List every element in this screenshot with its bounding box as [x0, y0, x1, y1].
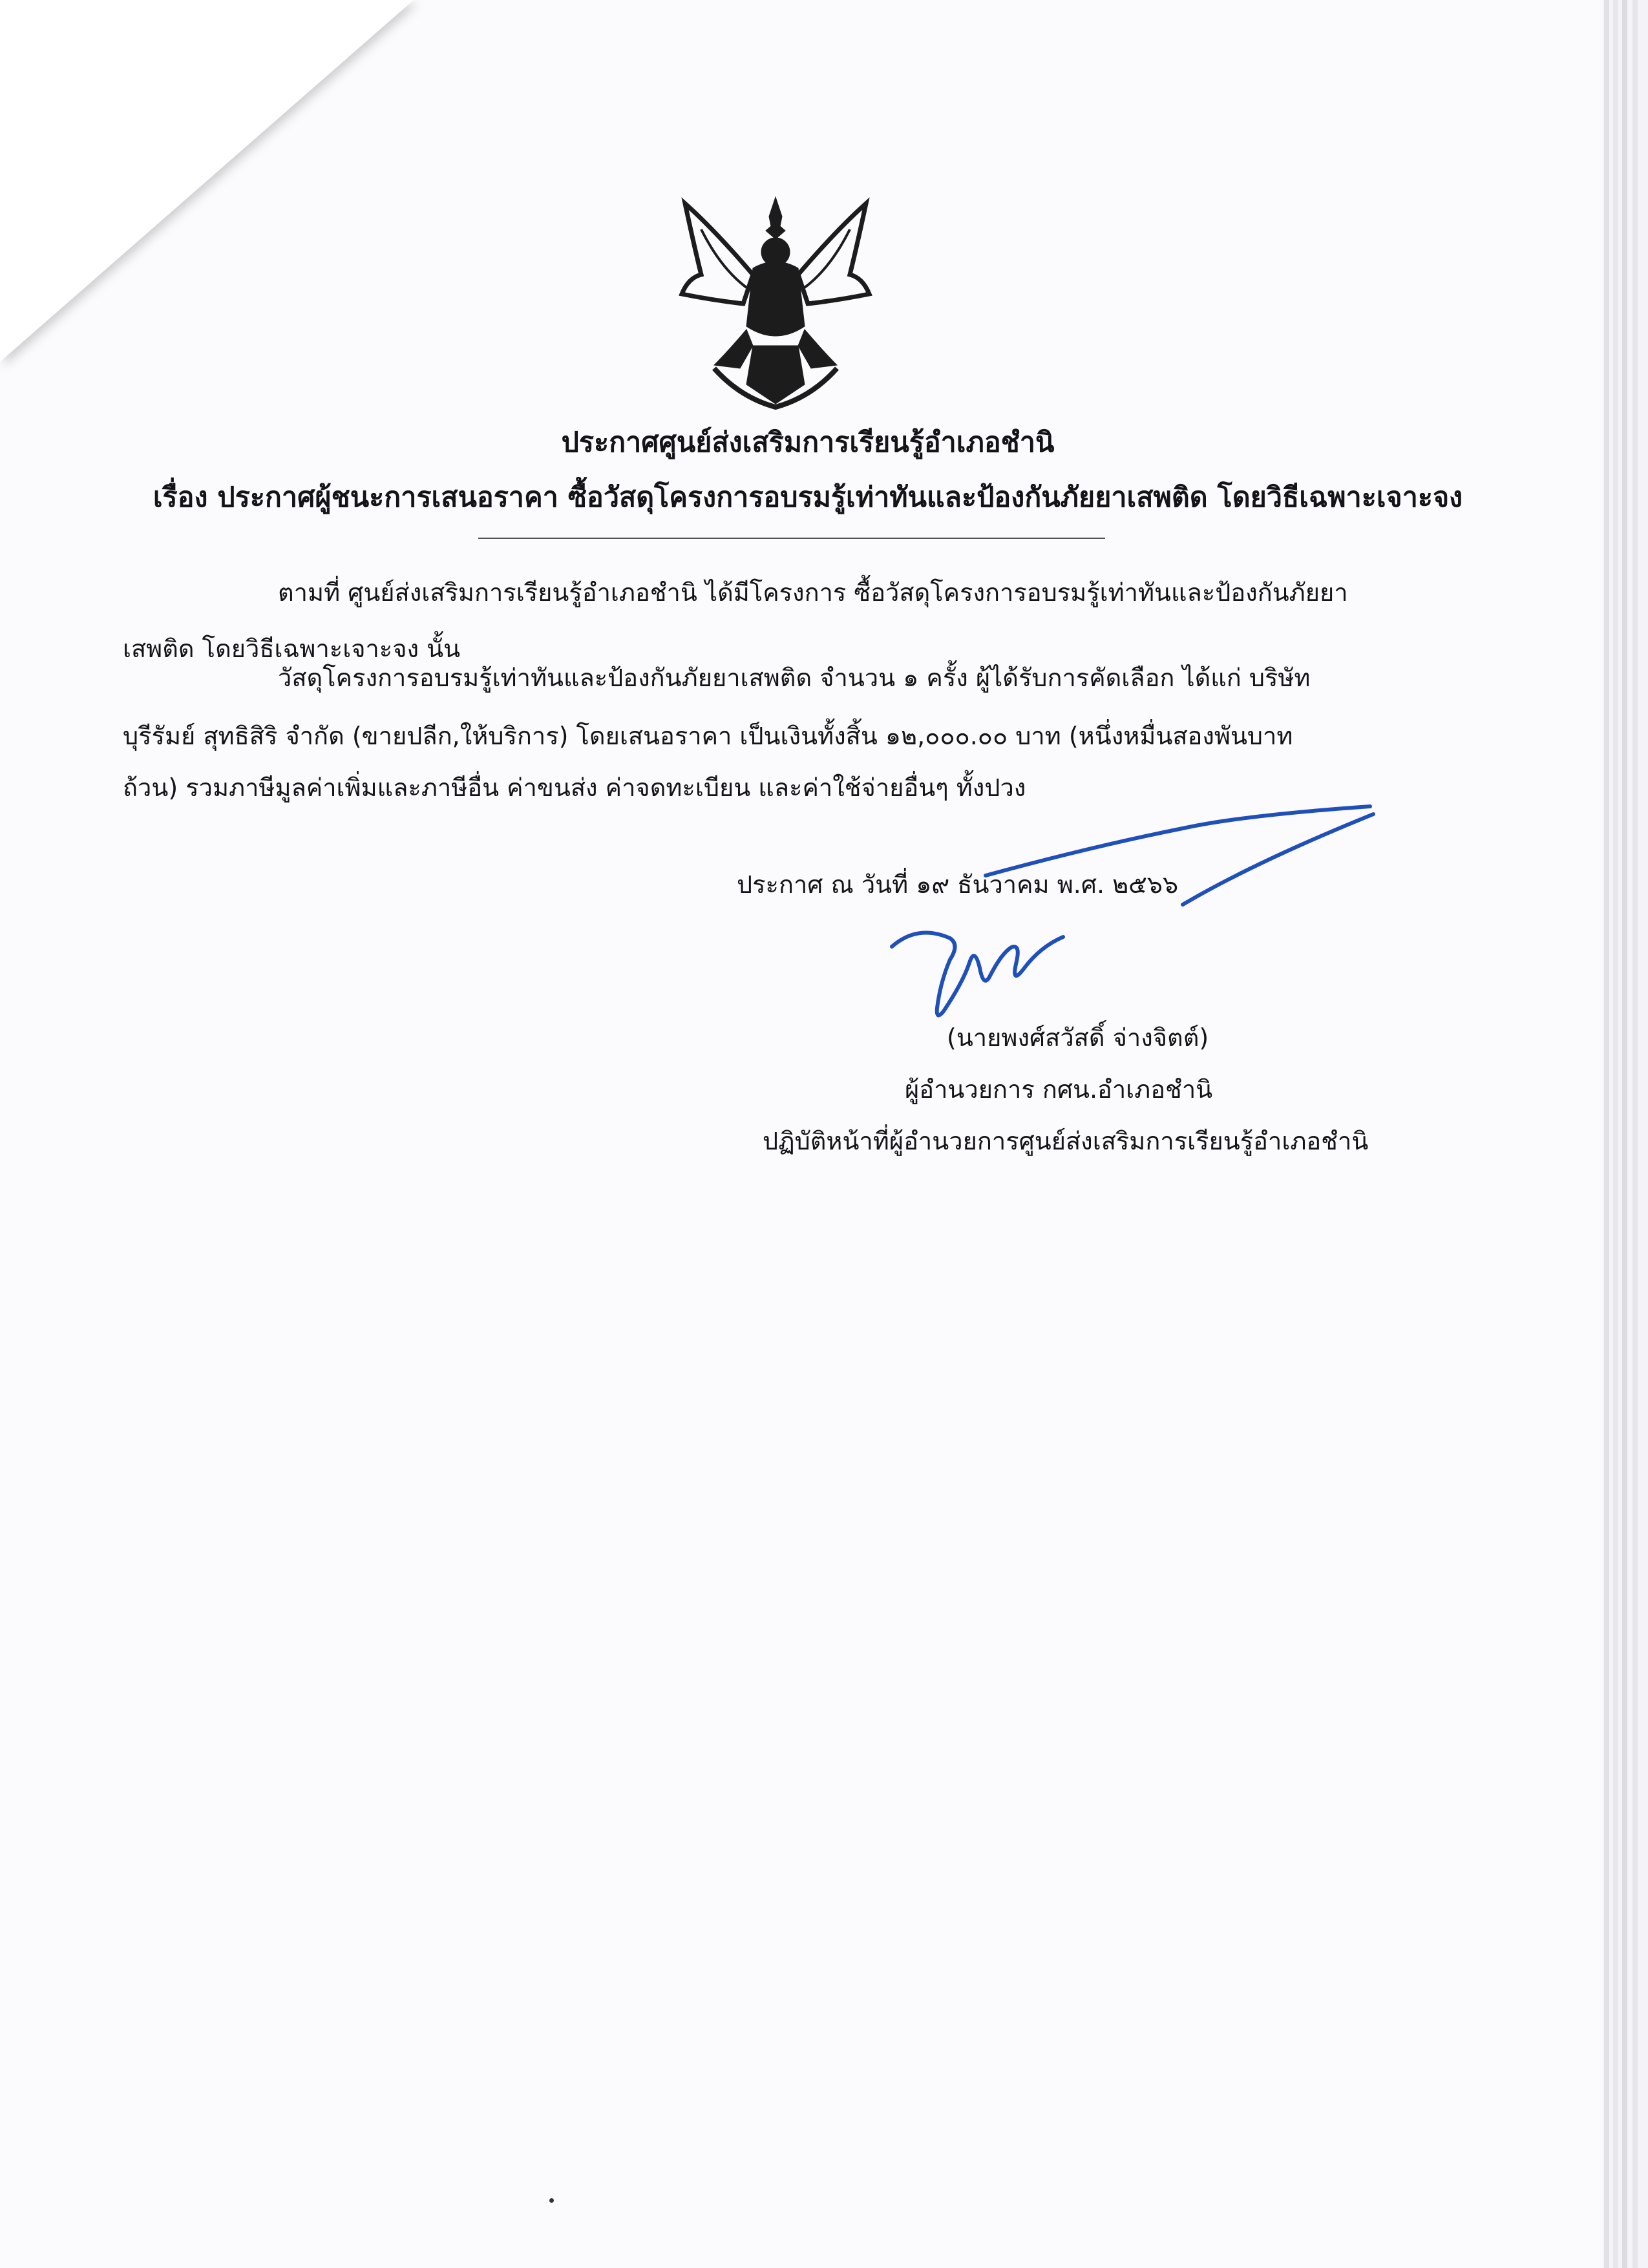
handwritten-signature [879, 801, 1383, 1021]
page-edge [1604, 0, 1609, 2268]
folded-page-corner [0, 0, 414, 362]
signatory-acting-position: ปฏิบัติหน้าที่ผู้อำนวยการศูนย์ส่งเสริมการเรียนรู้อำเภอชำนิ [763, 1127, 1369, 1155]
paragraph-2-line-2: บุรีรัมย์ สุทธิสิริ จำกัด (ขายปลีก,ให้บริการ) โดยเสนอราคา เป็นเงินทั้งสิ้น ๑๒,๐๐๐.๐๐ บาท (หนึ่งหมื่นสองพันบาท [123, 722, 1293, 750]
announcement-title: ประกาศศูนย์ส่งเสริมการเรียนรู้อำเภอชำนิ [561, 426, 1055, 459]
garuda-emblem-icon [675, 191, 876, 417]
ink-speck [549, 2198, 554, 2203]
page-edge [1622, 0, 1627, 2268]
paragraph-1-line-2: เสพติด โดยวิธีเฉพาะเจาะจง นั้น [123, 635, 461, 663]
paragraph-2-line-1: วัสดุโครงการอบรมรู้เท่าทันและป้องกันภัยยาเสพติด จำนวน ๑ ครั้ง ผู้ได้รับการคัดเลือก ได้แก่ บริษัท [278, 664, 1311, 692]
signatory-name: (นายพงศ์สวัสดิ์ จ่างจิตต์) [947, 1024, 1209, 1052]
page-edge [1613, 0, 1618, 2268]
announcement-subject: เรื่อง ประกาศผู้ชนะการเสนอราคา ซื้อวัสดุโครงการอบรมรู้เท่าทันและป้องกันภัยยาเสพติด โดยวิธีเฉพาะเจาะจง [153, 481, 1463, 514]
page-edge [1632, 0, 1638, 2268]
paragraph-2-line-3: ถ้วน) รวมภาษีมูลค่าเพิ่มและภาษีอื่น ค่าขนส่ง ค่าจดทะเบียน และค่าใช้จ่ายอื่นๆ ทั้งปวง [123, 773, 1026, 802]
announcement-date: ประกาศ ณ วันที่ ๑๙ ธันวาคม พ.ศ. ๒๕๖๖ [737, 870, 1179, 899]
paragraph-1-line-1: ตามที่ ศูนย์ส่งเสริมการเรียนรู้อำเภอชำนิ ได้มีโครงการ ซื้อวัสดุโครงการอบรมรู้เท่าทันและป้องกันภัยยา [278, 578, 1348, 607]
signatory-position: ผู้อำนวยการ กศน.อำเภอชำนิ [905, 1075, 1213, 1104]
title-divider [478, 538, 1105, 539]
